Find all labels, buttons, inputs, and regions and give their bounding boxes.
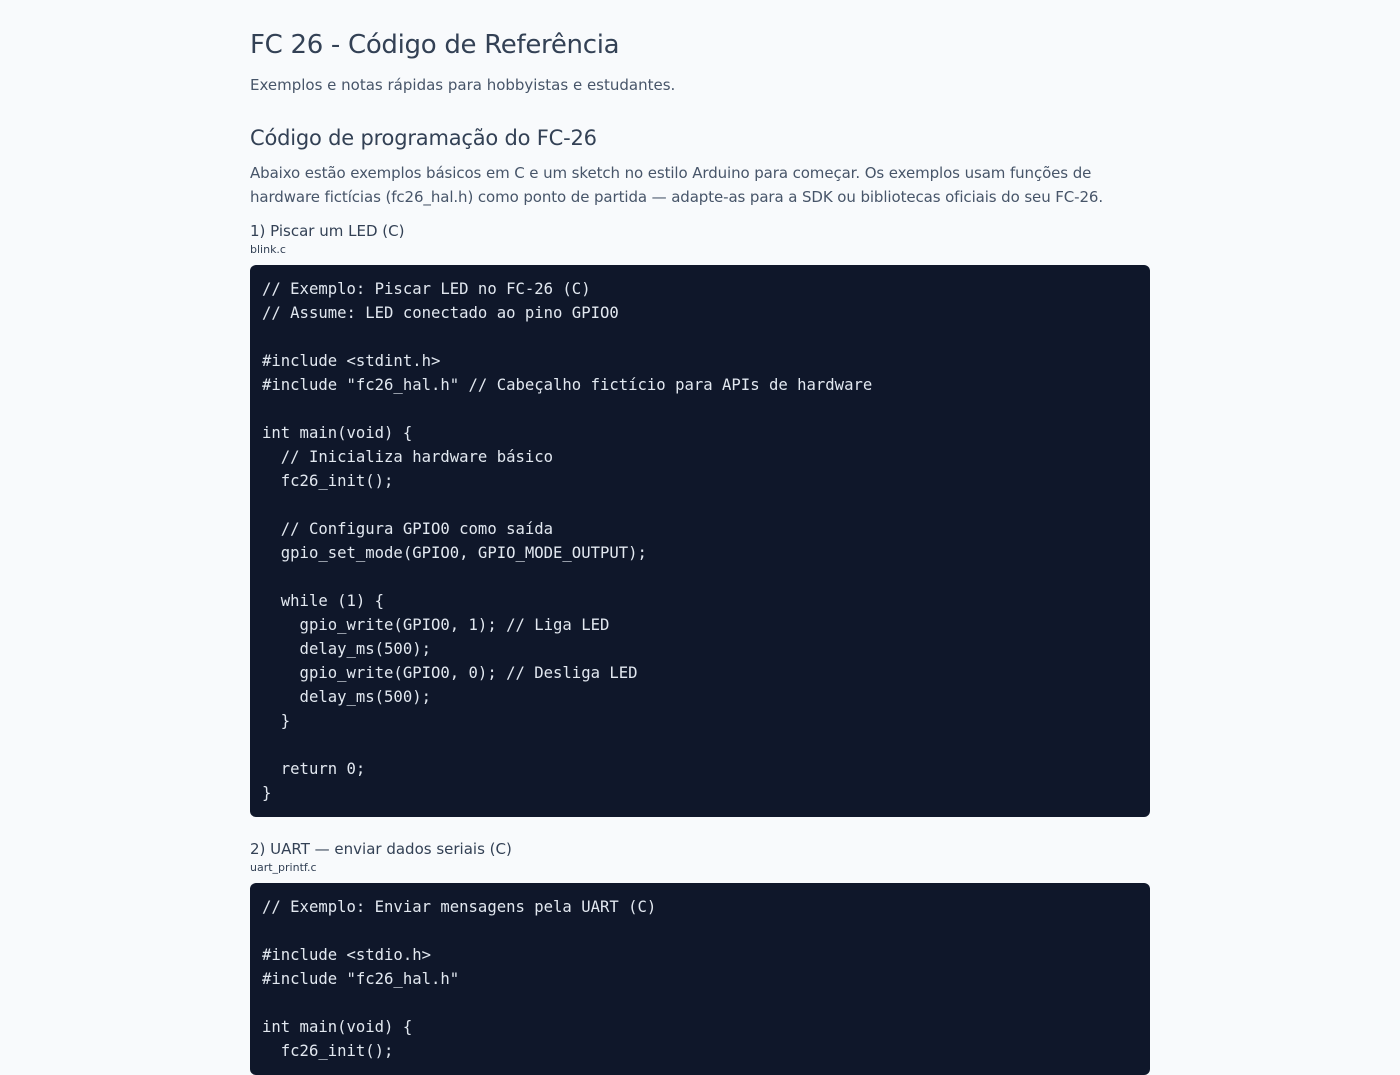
code-line: // Exemplo: Piscar LED no FC-26 (C): [262, 280, 591, 298]
code-line: [262, 325, 1138, 349]
code-line: while (1) {: [262, 592, 385, 610]
code-block[interactable]: [250, 265, 1150, 817]
code-line: [262, 733, 1138, 757]
code-line: return 0;: [262, 760, 366, 778]
code-line: [262, 397, 1138, 421]
code-line: int main(void) {: [262, 1018, 413, 1036]
code-line: [262, 565, 1138, 589]
page-subtitle: Exemplos e notas rápidas para hobbyistas e estudantes.: [250, 76, 676, 94]
example-filename: blink.c: [250, 243, 286, 256]
code-line: [262, 991, 1138, 1015]
page-title: FC 26 - Código de Referência: [250, 30, 620, 60]
page-container: [250, 0, 1150, 1075]
code-line: #include <stdio.h>: [262, 946, 431, 964]
section-title: Código de programação do FC-26: [250, 126, 597, 150]
code-line: [262, 493, 1138, 517]
code-line: delay_ms(500);: [262, 688, 431, 706]
code-line: fc26_init();: [262, 472, 394, 490]
code-line: delay_ms(500);: [262, 640, 431, 658]
code-line: int main(void) {: [262, 424, 413, 442]
example-blink: [250, 221, 1150, 817]
code-line: #include <stdint.h>: [262, 352, 441, 370]
code-line: // Assume: LED conectado ao pino GPIO0: [262, 304, 619, 322]
section-intro: Abaixo estão exemplos básicos em C e um sketch no estilo Arduino para começar. Os exemplos usam funções de hardware fictícias (fc26_hal.h) como ponto de partida — adapte-as para a SDK ou bibliotecas oficiais do seu FC-26.: [250, 164, 1104, 206]
code-line: // Exemplo: Enviar mensagens pela UART (C): [262, 898, 657, 916]
code-block[interactable]: [250, 883, 1150, 1075]
example-filename: uart_printf.c: [250, 861, 317, 874]
code-line: gpio_write(GPIO0, 0); // Desliga LED: [262, 664, 638, 682]
code-line: gpio_set_mode(GPIO0, GPIO_MODE_OUTPUT);: [262, 544, 647, 562]
code-line: #include "fc26_hal.h": [262, 970, 460, 988]
code-line: }: [262, 784, 272, 802]
example-heading: 1) Piscar um LED (C): [250, 222, 405, 240]
code-line: #include "fc26_hal.h" // Cabeçalho fictício para APIs de hardware: [262, 376, 873, 394]
example-heading: 2) UART — enviar dados seriais (C): [250, 840, 512, 858]
example-uart: [250, 839, 1150, 1075]
code-line: // Inicializa hardware básico: [262, 448, 554, 466]
code-line: fc26_init();: [262, 1042, 394, 1060]
code-line: }: [262, 712, 291, 730]
code-line: gpio_write(GPIO0, 1); // Liga LED: [262, 616, 610, 634]
code-line: // Configura GPIO0 como saída: [262, 520, 554, 538]
code-line: [262, 919, 1138, 943]
